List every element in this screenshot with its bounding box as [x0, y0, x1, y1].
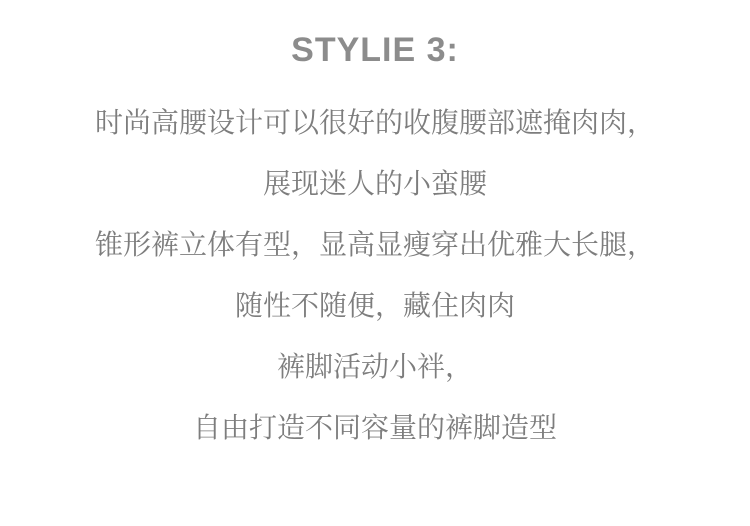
description-line: 裤脚活动小袢，	[276, 351, 473, 382]
description-line: 自由打造不同容量的裤脚造型	[192, 412, 557, 443]
description-line: 展现迷人的小蛮腰	[262, 168, 487, 199]
description-block	[0, 92, 750, 458]
description-line: 随性不随便，藏住肉肉	[234, 290, 515, 321]
description-line: 锥形裤立体有型，显高显瘦穿出优雅大长腿，	[94, 229, 655, 260]
section-title: STYLIE 3:	[291, 31, 459, 69]
description-line: 时尚高腰设计可以很好的收腹腰部遮掩肉肉，	[94, 107, 655, 138]
